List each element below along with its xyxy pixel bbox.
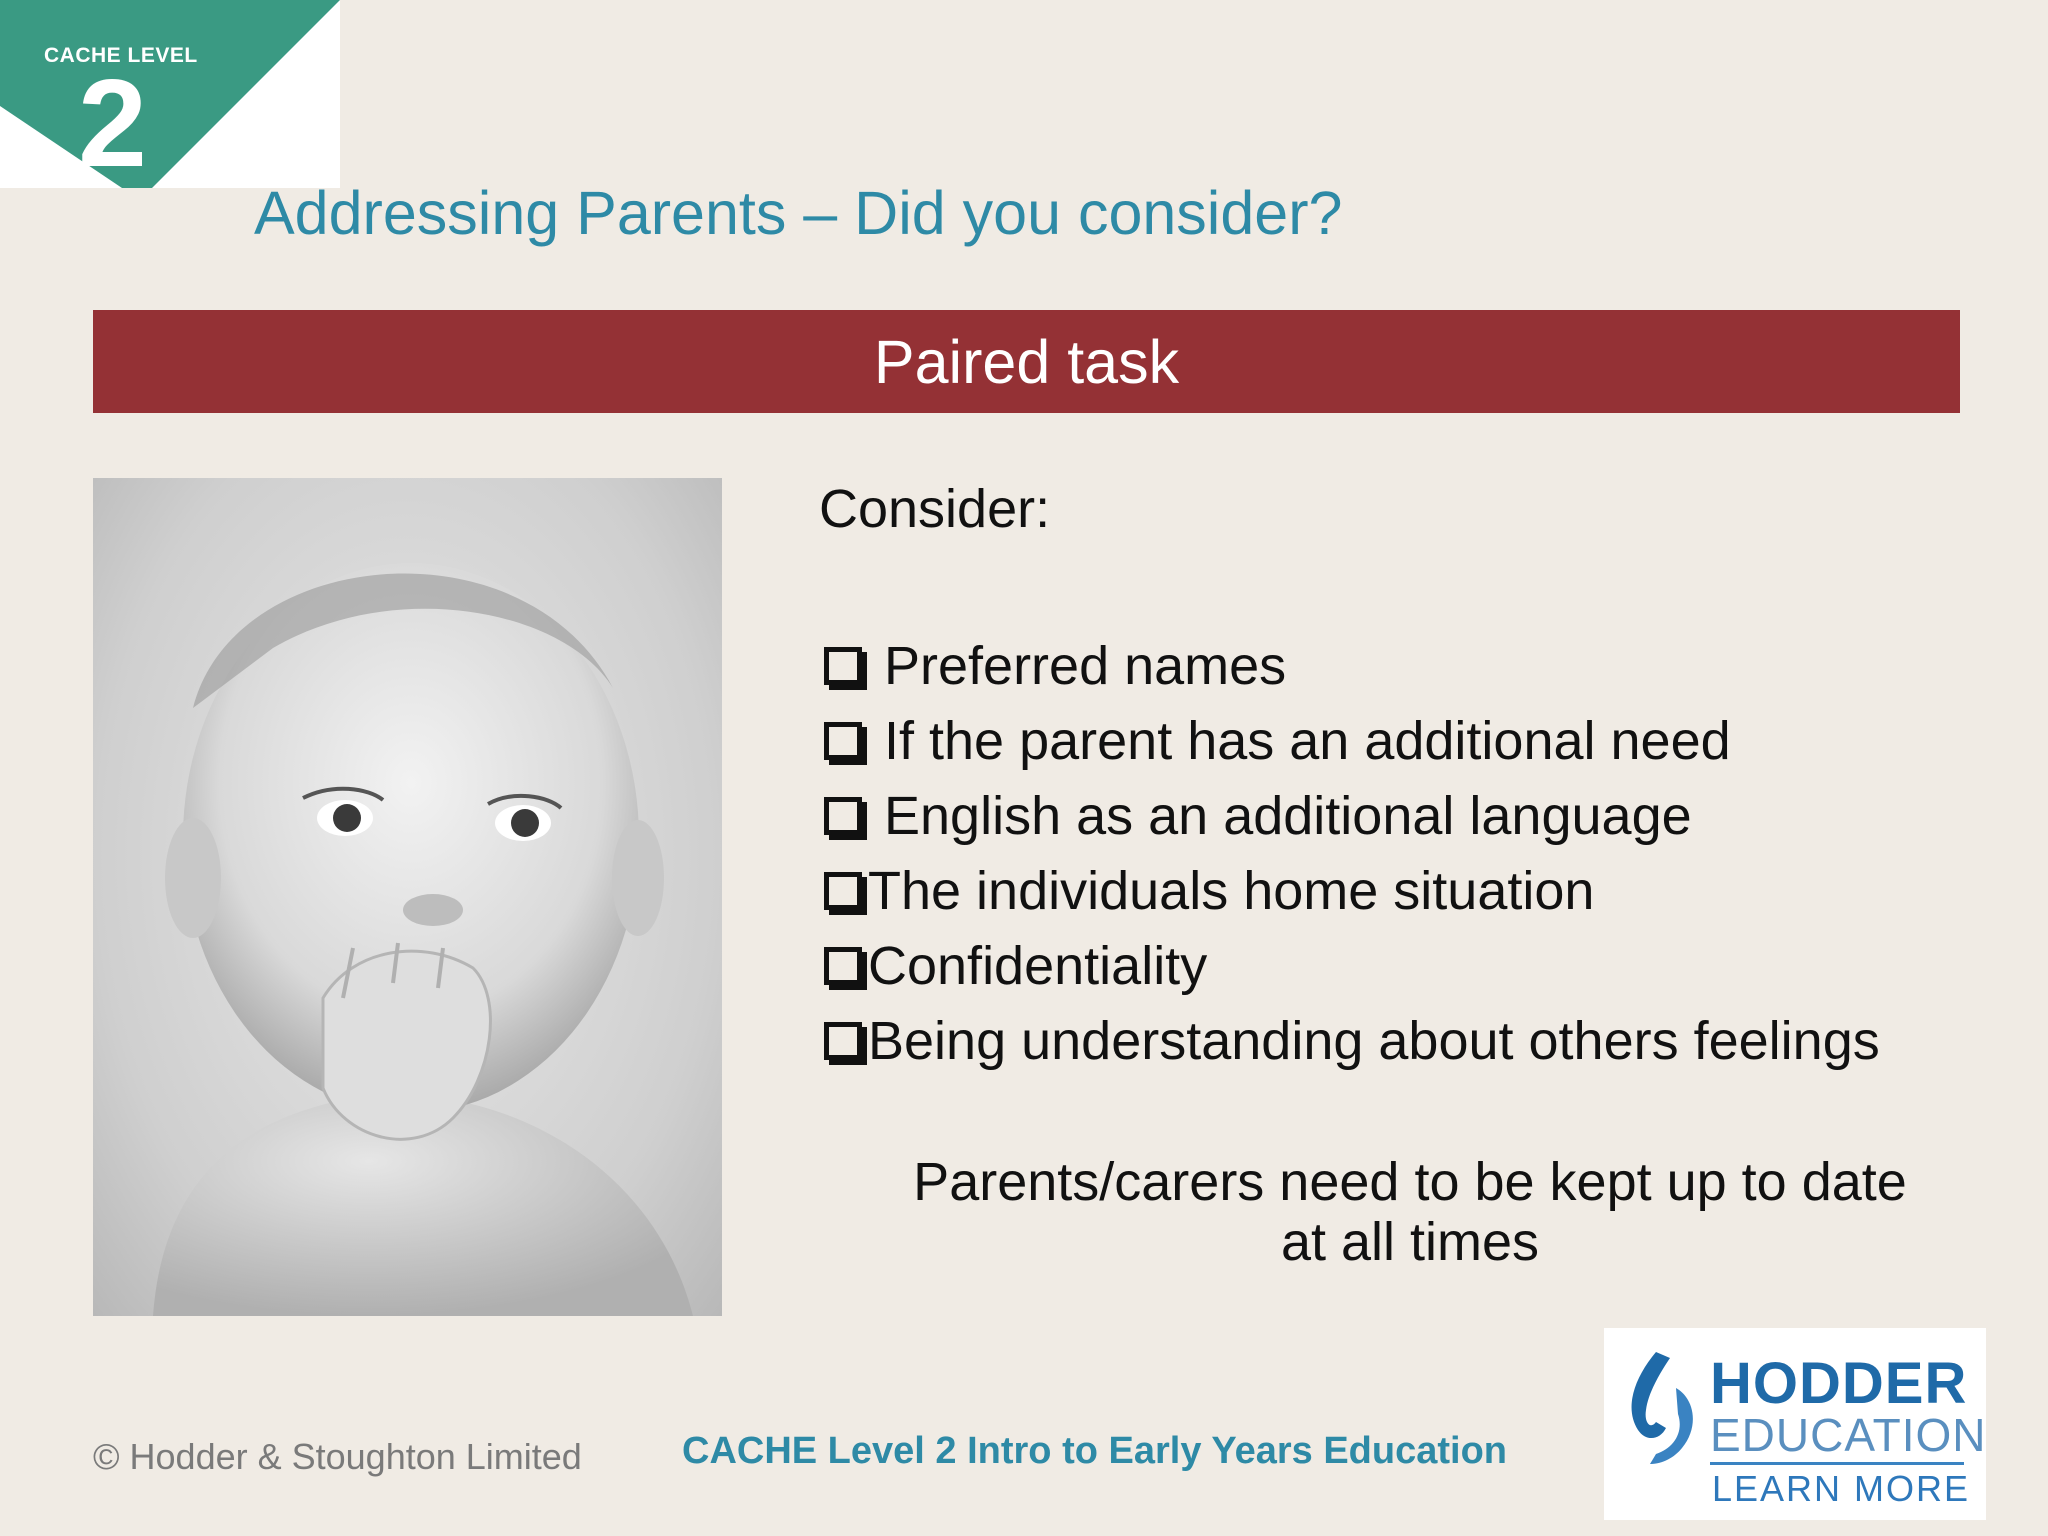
list-item-label: If the parent has an additional need <box>884 710 1731 771</box>
course-title: CACHE Level 2 Intro to Early Years Education <box>682 1430 1507 1472</box>
checkbox-icon <box>824 947 862 985</box>
copyright-text: © Hodder & Stoughton Limited <box>93 1436 582 1477</box>
checkbox-icon <box>824 797 862 835</box>
list-item-label: English as an additional language <box>884 785 1692 846</box>
list-item <box>822 1003 1880 1078</box>
paired-task-banner <box>93 310 1960 413</box>
consider-checklist <box>822 628 1880 1078</box>
baby-illustration <box>93 478 722 1316</box>
parents-note <box>860 1152 1960 1272</box>
list-item-label: Confidentiality <box>868 935 1208 996</box>
list-item <box>822 703 1880 778</box>
checkbox-icon <box>824 647 862 685</box>
list-item <box>822 628 1880 703</box>
checkbox-icon <box>824 722 862 760</box>
checkbox-icon <box>824 872 862 910</box>
cache-level-label: CACHE LEVEL <box>44 44 198 67</box>
hodder-swirl-icon <box>1616 1348 1702 1468</box>
hodder-education-label: EDUCATION <box>1710 1409 1987 1461</box>
consider-heading: Consider: <box>819 479 1051 539</box>
cache-level-logo <box>0 0 340 193</box>
hodder-divider <box>1710 1462 1964 1465</box>
list-item <box>822 928 1880 1003</box>
baby-photo <box>93 478 722 1316</box>
note-line-2: at all times <box>1280 1212 1540 1272</box>
hodder-tagline: LEARN MORE <box>1712 1468 1971 1509</box>
list-item <box>822 853 1880 928</box>
list-item-label: The individuals home situation <box>868 860 1595 921</box>
hodder-education-logo <box>1604 1328 1986 1520</box>
list-item <box>822 778 1880 853</box>
note-line-1: Parents/carers need to be kept up to date <box>913 1152 1907 1212</box>
banner-label: Paired task <box>873 327 1180 396</box>
page-title: Addressing Parents – Did you consider? <box>254 179 1343 247</box>
checkbox-icon <box>824 1022 862 1060</box>
list-item-label: Preferred names <box>884 635 1287 696</box>
cache-level-number: 2 <box>78 55 147 193</box>
list-item-label: Being understanding about others feelings <box>868 1010 1880 1071</box>
hodder-name: HODDER <box>1710 1351 1968 1416</box>
cache-logo-shape <box>0 0 340 193</box>
